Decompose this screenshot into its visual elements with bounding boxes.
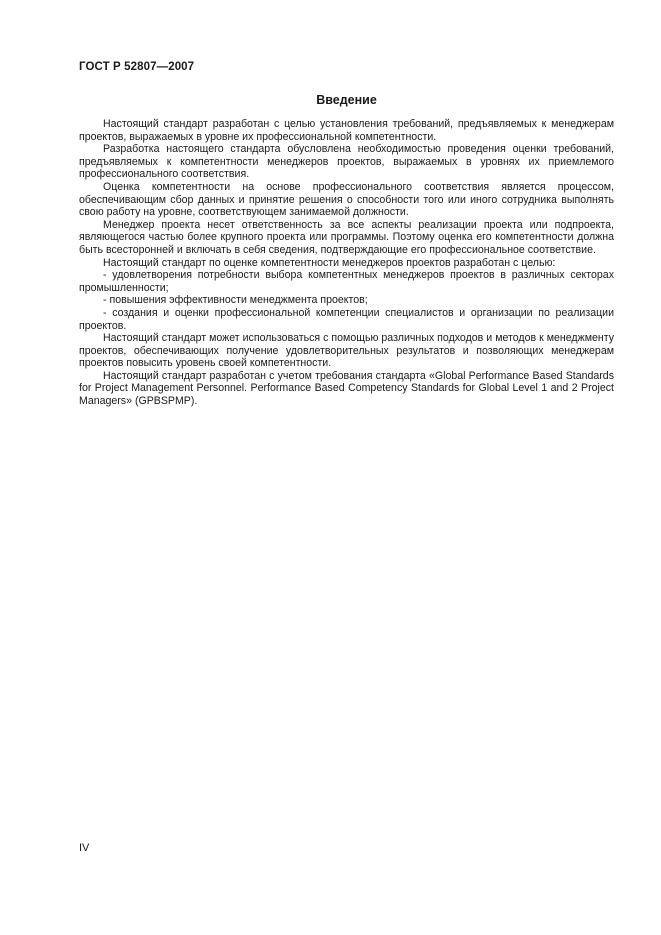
paragraph: Менеджер проекта несет ответственность за все аспекты реализации проекта или подпроекта, являющегося частью более крупного проекта или программы. Поэтому оценка его компетентности должна быть всесторонней и включать в себя сведения, подтверждающие его профессиональное соответствие. [79,218,614,256]
list-item: - удовлетворения потребности выбора компетентных менеджеров проектов в различных секторах промышленности; [79,269,614,294]
list-item: - создания и оценки профессиональной компетенции специалистов и организации по реализации проектов. [79,306,614,332]
paragraph: Настоящий стандарт разработан с целью установления требований, предъявляемых к менеджерам проектов, выражаемых в уровне их профессиональной компетентности. [79,118,614,143]
paragraph: Настоящий стандарт может использоваться с помощью различных подходов и методов к менеджменту проектов, обеспечивающих получение удовлетворительных результатов и позволяющих менеджерам проектов повысить уровень своей компетентности. [79,332,614,370]
page-number: IV [79,842,90,854]
paragraph: Настоящий стандарт разработан с учетом требования стандарта «Global Performance Based Standards for Project Management Personnel. Performance Based Competency Standards for Global Level 1 and 2 Project Managers» (GPBSPMP). [79,369,614,408]
list-item: - повышения эффективности менеджмента проектов; [103,294,368,307]
paragraph: Оценка компетентности на основе профессионального соответствия является процессом, обеспечивающим сбор данных и принятие решения о способности того или иного сотрудника выполнять свою работу на уровне, соответствующем занимаемой должности. [79,180,614,219]
paragraph: Разработка настоящего стандарта обусловлена необходимостью проведения оценки требований, предъявляемых к компетентности менеджеров проектов, выражаемых в уровнях их приемлемого профессионального соответствия. [79,143,614,181]
body-text [79,118,614,408]
section-title: Введение [316,93,377,107]
paragraph: Настоящий стандарт по оценке компетентности менеджеров проектов разработан с целью: [103,256,556,269]
standard-designation: ГОСТ Р 52807—2007 [79,61,195,73]
